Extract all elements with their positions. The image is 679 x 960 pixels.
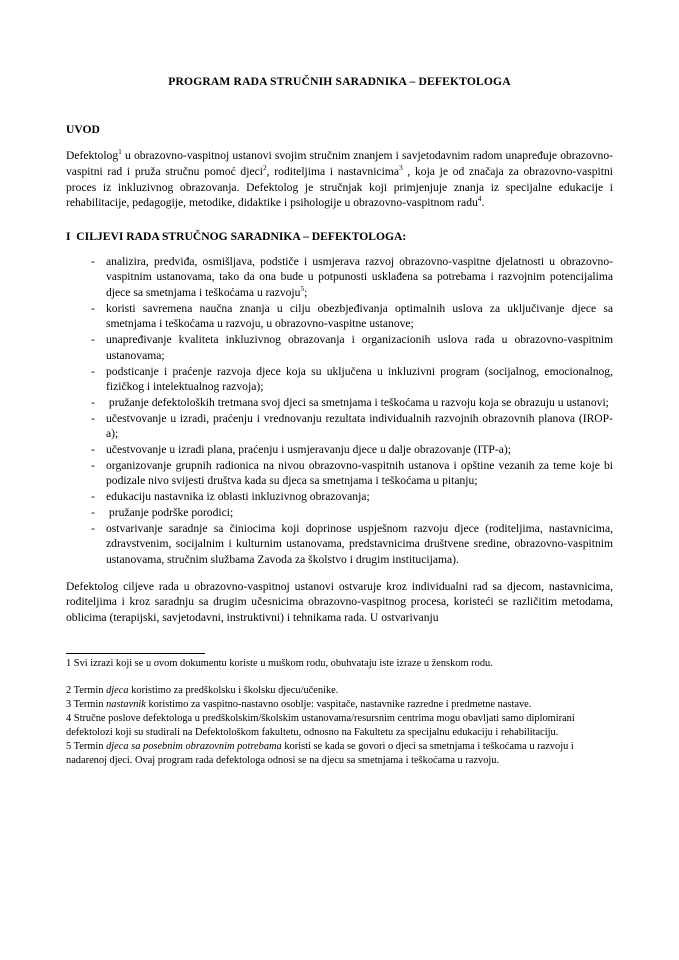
- bullet-dash-icon: -: [91, 505, 95, 519]
- page-title: PROGRAM RADA STRUČNIH SARADNIKA – DEFEKTOLOGA: [168, 75, 511, 88]
- list-item-label: pružanje defektoloških tretmana svoj djeci sa smetnjama i teškoćama u razvoju koja se obrazuju u ustanovi;: [106, 395, 609, 409]
- list-item: [66, 521, 616, 568]
- bullet-dash-icon: -: [91, 364, 95, 378]
- footnote-number: 4: [66, 712, 74, 724]
- list-item: [66, 364, 616, 395]
- list-item-label: ostvarivanje saradnje sa činiocima koji doprinose uspješnom razvoju djece (roditeljima, nastavnicima, zdravstvenim, socijalnim i kulturnim ustanovama, predstavnicima društvene sredine, obrazovno-vaspitnim ustanovama, stručnim službama Zavoda za školstvo i drugim institucijama).: [106, 521, 616, 566]
- footnote-text: Termin: [73, 740, 107, 752]
- list-item: [66, 254, 616, 301]
- list-item-label: edukaciju nastavnika iz oblasti inkluzivnog obrazovanja;: [106, 490, 370, 504]
- list-item: [66, 332, 616, 363]
- footnote-ref-5: 5: [300, 284, 305, 294]
- intro-text-part4: , koja je od značaja za obrazovno-vaspitni proces iz inkluzivnog obrazovanja. Defektolog je stručnjak koji primjenjuje znanja iz specijalne edukacije i rehabilitacije, pedagogije, metodike, didaktike i psihologije u obrazovno-vaspitnom radu: [66, 164, 614, 210]
- footnote-text-tail: koristi se kada se govori o djeci sa smetnjama i teškoćama u razvoju i nadarenoj djeci. Ovaj program rada defektologa odnosi se na djecu sa smetnjama i teškoćama u razvoju.: [66, 740, 574, 766]
- intro-text-part2: u obrazovno-vaspitnoj ustanovi svojim stručnim znanjem i savjetodavnim radom unapređuje obrazovno-vaspitni rad i pruža stručnu pomoć djeci: [66, 149, 613, 178]
- list-item-label: učestvovanje u izradi plana, praćenju i usmjeravanju djece u dalje obrazovanje (ITP-a);: [106, 443, 511, 457]
- goals-bullet-list: [66, 254, 616, 568]
- footnote-text: Stručne poslove defektologa u predškolskim/školskim ustanovama/resursnim centrima mogu obavljati samo diplomirani defektolozi koji su studirali na Defektološkom fakultetu, odnosno na Fakultetu za specijalnu edukaciju i rehabilitaciju.: [66, 712, 575, 738]
- bullet-dash-icon: -: [91, 395, 95, 409]
- footnote-term-italic: djeca: [106, 684, 129, 696]
- footnote-term-italic: nastavnik: [106, 698, 146, 710]
- bullet-dash-icon: -: [91, 443, 95, 457]
- footnote-text: Svi izrazi koji se u ovom dokumentu koriste u muškom rodu, obuhvataju iste izraze u ženskom rodu.: [73, 657, 493, 669]
- intro-text-part5: .: [481, 196, 485, 210]
- footnote-5: [66, 740, 613, 768]
- footnote-4: [66, 712, 613, 740]
- list-item: [66, 442, 613, 458]
- bullet-dash-icon: -: [91, 254, 95, 268]
- list-item-label: analizira, predviđa, osmišljava, podstiče i usmjerava razvoj obrazovno-vaspitne djelatnosti u obrazovno-vaspitnim ustanovama, tako da ona bude u potpunosti usklađena sa potrebama i razvojnim potencijalima djece sa smetnjama i teškoćama u razvoju: [106, 254, 616, 299]
- footnote-1: [66, 657, 613, 671]
- footnote-term-italic: djeca sa posebnim obrazovnim potrebama: [106, 740, 282, 752]
- list-item-label-tail: ;: [304, 285, 308, 299]
- bullet-dash-icon: -: [91, 301, 95, 315]
- intro-paragraph: [66, 148, 613, 211]
- intro-text-part1: Defektolog: [66, 149, 119, 163]
- footnote-text: Termin: [73, 698, 107, 710]
- list-item-label: koristi savremena naučna znanja u cilju obezbjeđivanja optimalnih uslova za uključivanje djece sa smetnjama i teškoćama u razvoju, u obrazovno-vaspitne ustanove;: [106, 301, 616, 331]
- closing-paragraph: Defektolog ciljeve rada u obrazovno-vaspitnoj ustanovi ostvaruje kroz individualni rad sa djecom, nastavnicima, roditeljima i kroz saradnju sa drugim učesnicima obrazovno-vaspitnog procesa, koristeći se različitim metodama, oblicima (terapijski, savjetodavni, instruktivni) i tehnikama rada. U ostvarivanju: [66, 579, 613, 625]
- footnote-number: 2: [66, 684, 74, 696]
- footnote-text-tail: koristimo za vaspitno-nastavno osoblje: vaspitače, nastavnike razredne i predmetne nastave.: [145, 698, 532, 710]
- list-item: [66, 489, 613, 505]
- list-item: [66, 301, 616, 332]
- list-item: [66, 458, 616, 489]
- list-item: [66, 395, 613, 411]
- intro-text-part3: , roditeljima i nastavnicima: [266, 164, 399, 178]
- section-heading-ciljevi: I CILJEVI RADA STRUČNOG SARADNIKA – DEFEKTOLOGA:: [66, 229, 407, 243]
- list-item: [66, 411, 613, 442]
- section-label-uvod: UVOD: [66, 123, 100, 137]
- bullet-dash-icon: -: [91, 490, 95, 504]
- footnote-container: [66, 657, 613, 768]
- footnote-number: 1: [66, 657, 74, 669]
- bullet-dash-icon: -: [91, 411, 95, 425]
- list-item-label: unapređivanje kvaliteta inkluzivnog obrazovanja i organizacionih uslova rada u obrazovno-vaspitnim ustanovama;: [106, 333, 616, 362]
- footnote-ref-2: 2: [262, 162, 267, 172]
- footnote-number: 3: [66, 698, 74, 710]
- list-item-label: učestvovanje u izradi, praćenju i vrednovanju rezultata individualnih razvojnih obrazovnih planova (IROP-a);: [106, 411, 613, 441]
- list-item-label: organizovanje grupnih radionica na nivou obrazovno-vaspitnih ustanova i opštine vezanih za teme koje bi podizale nivo svijesti društva kada su djeca sa smetnjama i teškoćama u pitanju;: [106, 458, 616, 488]
- footnote-text-tail: koristimo za predškolsku i školsku djecu/učenike.: [128, 684, 339, 696]
- list-item-label: podsticanje i praćenje razvoja djece koja su uključena u inkluzivni program (socijalnog, emocionalnog, fizičkog i intelektualnog razvoja);: [106, 364, 616, 394]
- footnote-text: Termin: [73, 684, 107, 696]
- bullet-dash-icon: -: [91, 333, 95, 347]
- list-item-label: pružanje podrške porodici;: [106, 505, 234, 519]
- footnote-ref-3: 3: [398, 162, 403, 172]
- list-item: [66, 505, 613, 521]
- footnotes-section: [66, 653, 613, 768]
- footnote-2: [66, 684, 613, 698]
- bullet-dash-icon: -: [91, 458, 95, 472]
- footnote-separator-rule: [66, 653, 205, 654]
- footnote-3: [66, 698, 613, 712]
- footnote-ref-4: 4: [477, 194, 482, 204]
- bullet-dash-icon: -: [91, 521, 95, 535]
- footnote-ref-1: 1: [118, 147, 122, 157]
- footnote-number: 5: [66, 740, 74, 752]
